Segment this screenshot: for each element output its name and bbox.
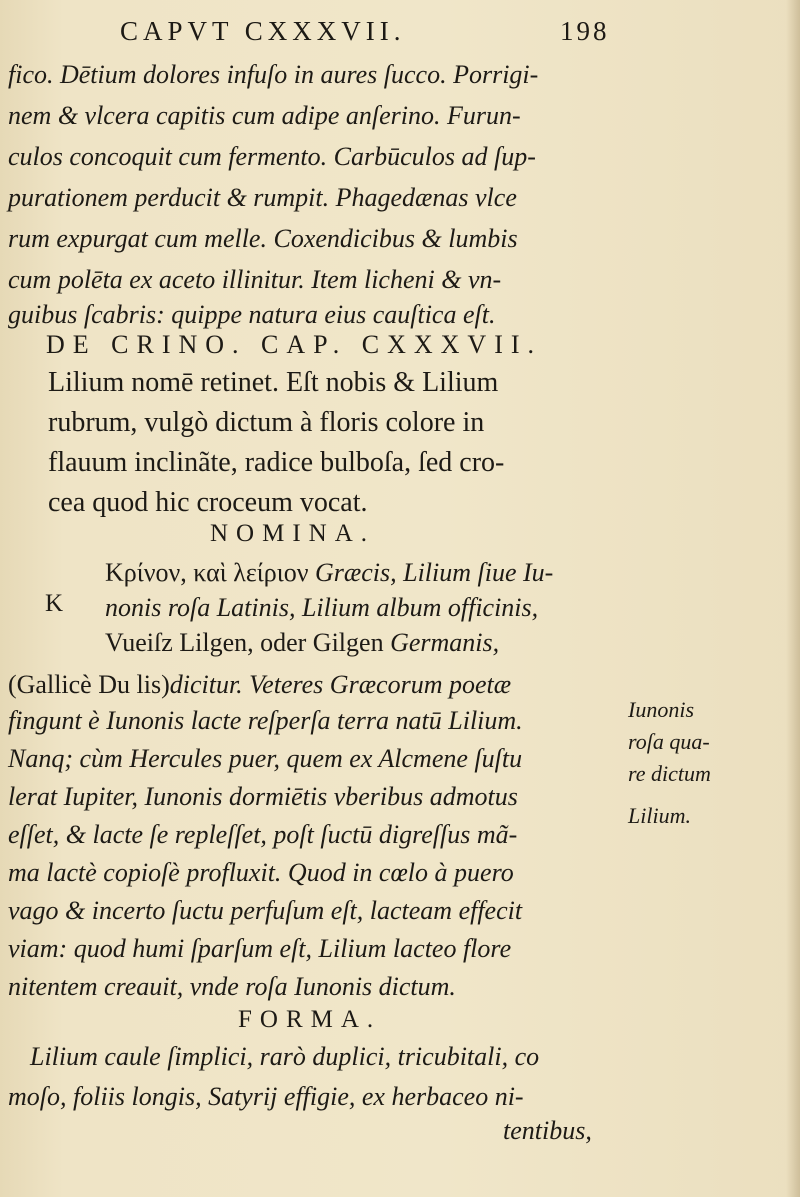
text-line: Lilium nomē retinet. Eſt nobis & Lilium xyxy=(48,367,499,398)
text-line: lerat Iupiter, Iunonis dormiētis vberibus admotus xyxy=(8,782,518,811)
text-line: nem & vlcera capitis cum adipe anſerino. Furun- xyxy=(8,101,521,130)
text-line: fingunt è Iunonis lacte reſperſa terra natū Lilium. xyxy=(8,706,523,735)
text-line: moſo, foliis longis, Satyrij effigie, ex herbaceo ni- xyxy=(8,1082,524,1111)
section-heading-forma: FORMA. xyxy=(238,1006,382,1033)
catchword: tentibus, xyxy=(503,1116,592,1145)
margin-note-line: Lilium. xyxy=(628,803,691,828)
signature-mark: K xyxy=(45,590,64,617)
text-line xyxy=(105,626,499,660)
text-line: rum expurgat cum melle. Coxendicibus & lumbis xyxy=(8,224,518,253)
text-line: Lilium caule ſimplici, rarò duplici, tricubitali, co xyxy=(30,1042,540,1071)
margin-note-line: roſa qua- xyxy=(628,729,710,754)
text-line: nonis roſa Latinis, Lilium album officinis, xyxy=(105,593,539,622)
german-name: Vueiſz Lilgen, oder Gilgen xyxy=(105,628,391,657)
text-line: ma lactè copioſè profluxit. Quod in cœlo à puero xyxy=(8,858,514,887)
latin-text: Germanis, xyxy=(390,628,500,657)
text-line: viam: quod humi ſparſum eſt, Lilium lacteo flore xyxy=(8,934,512,963)
text-line: vago & incerto ſuctu perfuſum eſt, lacteam effecit xyxy=(8,896,523,925)
text-line: cum polēta ex aceto illinitur. Item licheni & vn- xyxy=(8,265,502,294)
text-line: fico. Dētium dolores infuſo in aures ſucco. Porrigi- xyxy=(8,60,539,89)
text-line: guibus ſcabris: quippe natura eius cauſtica eſt. xyxy=(8,300,496,329)
greek-name: Κρίνον, καὶ λείριον xyxy=(105,558,309,587)
text-line: cea quod hic croceum vocat. xyxy=(48,487,368,518)
text-line: rubrum, vulgò dictum à floris colore in xyxy=(48,407,485,438)
section-heading-nomina: NOMINA. xyxy=(210,520,376,547)
page-header xyxy=(120,16,620,56)
text-line: flauum inclinãte, radice bulboſa, ſed cro- xyxy=(48,447,505,478)
french-name: (Gallicè Du lis) xyxy=(8,670,170,699)
text-line xyxy=(105,556,553,590)
running-head: CAPVT CXXXVII. xyxy=(120,16,406,46)
text-line: eſſet, & lacte ſe repleſſet, poſt ſuctū digreſſus mã- xyxy=(8,820,518,849)
margin-note-line: re dictum xyxy=(628,761,711,786)
text-line: nitentem creauit, vnde roſa Iunonis dictum. xyxy=(8,972,456,1001)
page-edge-shadow xyxy=(786,0,800,1197)
latin-text: dicitur. Veteres Græcorum poetæ xyxy=(169,670,512,699)
text-line: Nanq; cùm Hercules puer, quem ex Alcmene ſuſtu xyxy=(8,744,523,773)
margin-note-line: Iunonis xyxy=(628,697,694,722)
text-line: purationem perducit & rumpit. Phagedænas vlce xyxy=(8,183,517,212)
latin-text: Græcis, Lilium ſiue Iu- xyxy=(308,558,554,587)
chapter-heading: DE CRINO. CAP. CXXXVII. xyxy=(46,330,543,359)
text-line xyxy=(8,668,511,702)
page-number: 198 xyxy=(560,16,610,46)
text-line: culos concoquit cum fermento. Carbūculos ad ſup- xyxy=(8,142,536,171)
